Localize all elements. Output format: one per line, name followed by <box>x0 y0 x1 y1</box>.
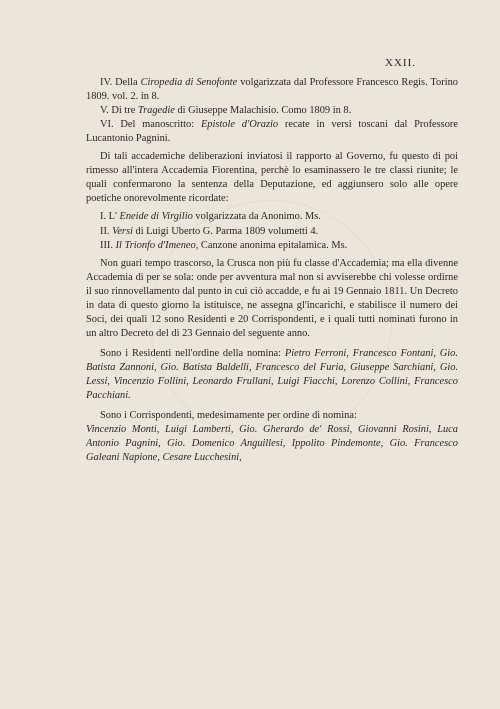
item-post: volgarizzata da Anonimo. Ms. <box>192 211 321 223</box>
item-pre: II. <box>100 225 113 237</box>
line-post: recate in versi toscani dal Professore Lucantonio Pagnini. <box>86 119 458 145</box>
item-post: , Canzone anonima epitalamica. Ms. <box>195 239 348 251</box>
paragraph-residenti <box>86 347 458 403</box>
item-pre: I. L' <box>100 211 120 223</box>
line-title: Epistole d'Orazio <box>200 119 279 131</box>
corrispondenti-names: Vincenzio Monti, Luigi Lamberti, Gio. Gherardo de' Rossi, Giovanni Rosini, Luca Antonio Pagnini, Gio. Domenico Anguillesi, Ippolito Pindemonte, Gio. Francesco Galeani Napione, Cesare Lucchesini, <box>86 424 458 464</box>
line-title: Ciropedia di Senofonte <box>140 77 238 89</box>
page-text <box>86 56 458 465</box>
item-title: Il Trionfo d'Imeneo <box>115 239 196 251</box>
line-pre: IV. Della <box>100 77 141 89</box>
paragraph-crusca: Non guari tempo trascorso, la Crusca non più fu classe d'Accademia; ma ella divenne Accademia di per se sola: onde per avventura mal non si avviserebbe chi volesse ordirne il suo rinnovellamento dal punto in cui ciò accadde, e fu ai 19 Gennaio 1811. Un Decreto in data di questo giorno la istituisce, ne assegna gl'incarichi, e stabilisce il numero dei Soci, dei quali 12 sono Residenti e 20 Corrispondenti, e i quali tutti nominati furono in un altro Decreto del dì 23 Gennaio del seguente anno. <box>86 257 458 339</box>
line-title: Tragedie <box>137 105 175 117</box>
work-item-4 <box>86 76 458 104</box>
item-title: Versi <box>112 225 133 237</box>
poetic-item-2 <box>86 225 458 239</box>
line-pre: V. Di tre <box>100 105 138 117</box>
line-post: di Giuseppe Malachisio. Como 1809 in 8. <box>174 105 352 117</box>
poetic-item-1 <box>86 210 458 224</box>
item-post: di Luigi Uberto G. Parma 1809 volumetti 4. <box>132 225 319 237</box>
page-number: XXII. <box>385 57 416 69</box>
poetic-item-3 <box>86 239 458 253</box>
item-title: Eneide di Virgilio <box>119 211 193 223</box>
paragraph-deliberazioni: Di tali accademiche deliberazioni inviatosi il rapporto al Governo, fu questo di poi rimesso all'intera Accademia Fiorentina, perchè lo esaminassero le tre classi riunite; le quali confermarono la sentenza della Deputazione, ed aggiunsero solo alle opere poetiche onorevolmente ricordate: <box>86 151 458 205</box>
residenti-intro: Sono i Residenti nell'ordine della nomina: <box>100 347 285 359</box>
work-item-6 <box>86 118 458 146</box>
paragraph-corrispondenti-intro: Sono i Corrispondenti, medesimamente per ordine di nomina: <box>100 410 357 422</box>
work-item-5 <box>86 104 458 118</box>
residenti-names: Pietro Ferroni, Francesco Fontani, Gio. Batista Zannoni, Gio. Batista Baldelli, Francesco del Furia, Giuseppe Sarchiani, Gio. Lessi, Vincenzio Follini, Leonardo Frullani, Luigi Fiacchi, Lorenzo Collini, Francesco Pacchiani. <box>86 347 458 402</box>
item-pre: III. <box>100 239 116 251</box>
line-post: volgarizzata dal Professore Francesco Regis. Torino 1809. vol. 2. in 8. <box>86 77 458 103</box>
line-pre: VI. Del manoscritto: <box>100 119 201 131</box>
paragraph-corrispondenti-names <box>86 423 458 465</box>
